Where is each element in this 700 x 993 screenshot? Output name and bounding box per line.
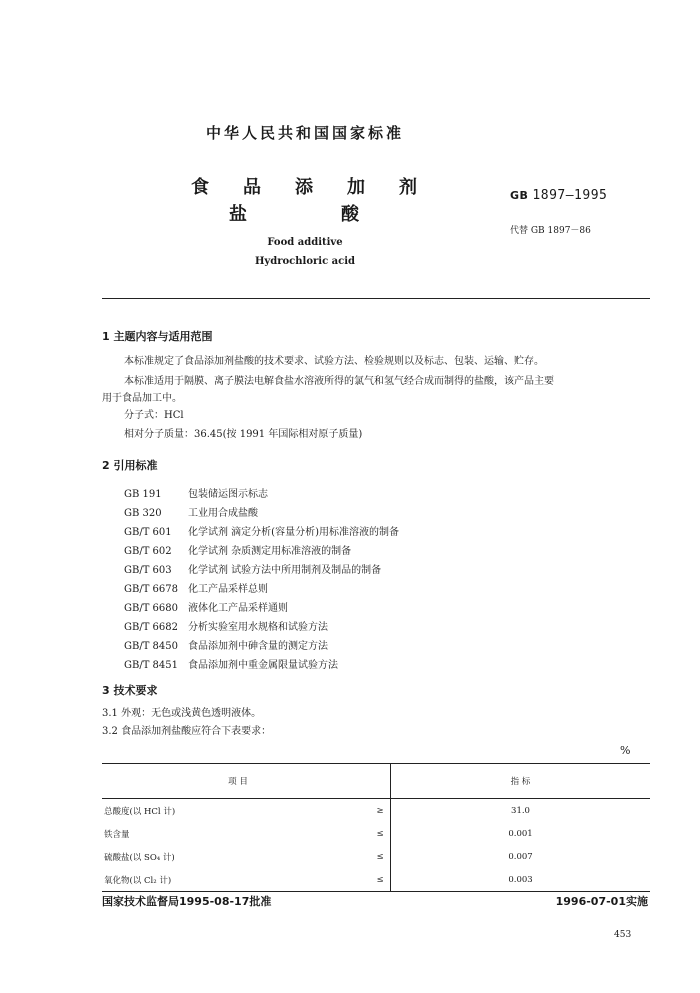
reference-code: GB/T 603 [124, 565, 172, 576]
reference-title: 分析实验室用水规格和试验方法 [188, 622, 328, 633]
table-intro: 3.2 食品添加剂盐酸应符合下表要求： [102, 726, 272, 737]
table-row [102, 868, 650, 892]
standard-number [510, 188, 607, 203]
table-row [102, 822, 650, 845]
reference-code: GB/T 6680 [124, 603, 179, 614]
row-value: 0.007 [508, 851, 533, 862]
row-operator: ≤ [373, 822, 391, 845]
english-title-line2: Hydrochloric acid [254, 256, 355, 267]
reference-item [124, 637, 328, 652]
reference-item [124, 542, 351, 557]
replaces-note: 代替 GB 1897－86 [510, 226, 591, 236]
row-value: 0.003 [391, 868, 651, 892]
chinese-title-line1 [191, 173, 451, 199]
reference-title: 工业用合成盐酸 [188, 508, 258, 519]
section1-heading: 1 主题内容与适用范围 [102, 330, 213, 343]
reference-code: GB/T 6682 [124, 622, 179, 633]
reference-item [124, 485, 268, 500]
title-char: 盐 [229, 204, 247, 225]
reference-title: 化工产品采样总则 [188, 584, 268, 595]
reference-code: GB 191 [124, 489, 162, 500]
section2-heading: 2 引用标准 [102, 459, 158, 472]
title-char: 剂 [399, 177, 417, 198]
effective-date: 1996-07-01实施 [555, 895, 648, 908]
table-header-row [102, 764, 650, 799]
section1-para2-cont: 用于食品加工中。 [102, 393, 182, 404]
requirements-table [102, 763, 650, 892]
title-char: 酸 [341, 204, 359, 225]
row-value: 0.001 [508, 828, 533, 839]
unit-label: % [620, 744, 631, 757]
reference-code: GB/T 601 [124, 527, 172, 538]
english-title-line1: Food additive [267, 237, 343, 248]
section1-para1: 本标准规定了食品添加剂盐酸的技术要求、试验方法、检验规则以及标志、包装、运输、贮存。 [124, 356, 544, 367]
title-char: 食 [191, 177, 209, 198]
title-char: 品 [243, 177, 261, 198]
table-row [102, 799, 650, 823]
molecular-formula: 分子式：HCl [124, 410, 184, 421]
chinese-title-line2 [229, 200, 453, 226]
reference-item [124, 504, 258, 519]
title-char: 加 [347, 177, 365, 198]
row-item: 总酸度(以 HCl 计) [104, 806, 176, 817]
reference-title: 食品添加剂中重金属限量试验方法 [188, 660, 338, 671]
national-standard-title: 中华人民共和国国家标准 [205, 124, 404, 142]
reference-item [124, 599, 288, 614]
column-header-index: 指 标 [391, 764, 651, 799]
page-number: 453 [614, 930, 632, 940]
reference-code: GB/T 8450 [124, 641, 179, 652]
reference-title: 化学试剂 试验方法中所用制剂及制品的制备 [188, 565, 382, 576]
reference-title: 化学试剂 杂质测定用标准溶液的制备 [188, 546, 352, 557]
reference-title: 液体化工产品采样通则 [188, 603, 288, 614]
reference-item [124, 618, 328, 633]
reference-title: 化学试剂 滴定分析(容量分析)用标准溶液的制备 [188, 527, 399, 538]
reference-item [124, 656, 338, 671]
section3-heading: 3 技术要求 [102, 684, 158, 697]
molecular-mass: 相对分子质量：36.45(按 1991 年国际相对原子质量) [124, 429, 363, 440]
reference-code: GB/T 8451 [124, 660, 179, 671]
approval-date: 国家技术监督局1995-08-17批准 [102, 895, 272, 908]
standard-prefix: GB [510, 189, 529, 202]
row-operator: ≥ [373, 799, 391, 823]
row-operator: ≤ [373, 845, 391, 868]
title-char: 添 [295, 177, 313, 198]
row-item: 氧化物(以 Cl₂ 计) [102, 868, 373, 892]
reference-title: 食品添加剂中砷含量的测定方法 [188, 641, 328, 652]
reference-code: GB 320 [124, 508, 162, 519]
section1-para2: 本标准适用于隔膜、离子膜法电解食盐水溶液所得的氯气和氢气经合成而制得的盐酸，该产品主要 [124, 376, 554, 387]
standard-code: 1897—1995 [532, 188, 608, 203]
reference-item [124, 580, 268, 595]
column-header-item: 项 目 [102, 764, 373, 799]
reference-item [124, 561, 381, 576]
column-header-operator [373, 764, 391, 799]
reference-code: GB/T 602 [124, 546, 172, 557]
row-item: 铁含量 [104, 829, 130, 840]
row-value: 31.0 [511, 805, 530, 816]
row-item: 硫酸盐(以 SO₄ 计) [104, 852, 175, 863]
row-operator: ≤ [373, 868, 391, 892]
reference-code: GB/T 6678 [124, 584, 179, 595]
reference-item [124, 523, 399, 538]
appearance-requirement: 3.1 外观：无色或浅黄色透明液体。 [102, 708, 262, 719]
header-divider [102, 298, 650, 299]
reference-title: 包装储运图示标志 [188, 489, 268, 500]
table-row [102, 845, 650, 868]
